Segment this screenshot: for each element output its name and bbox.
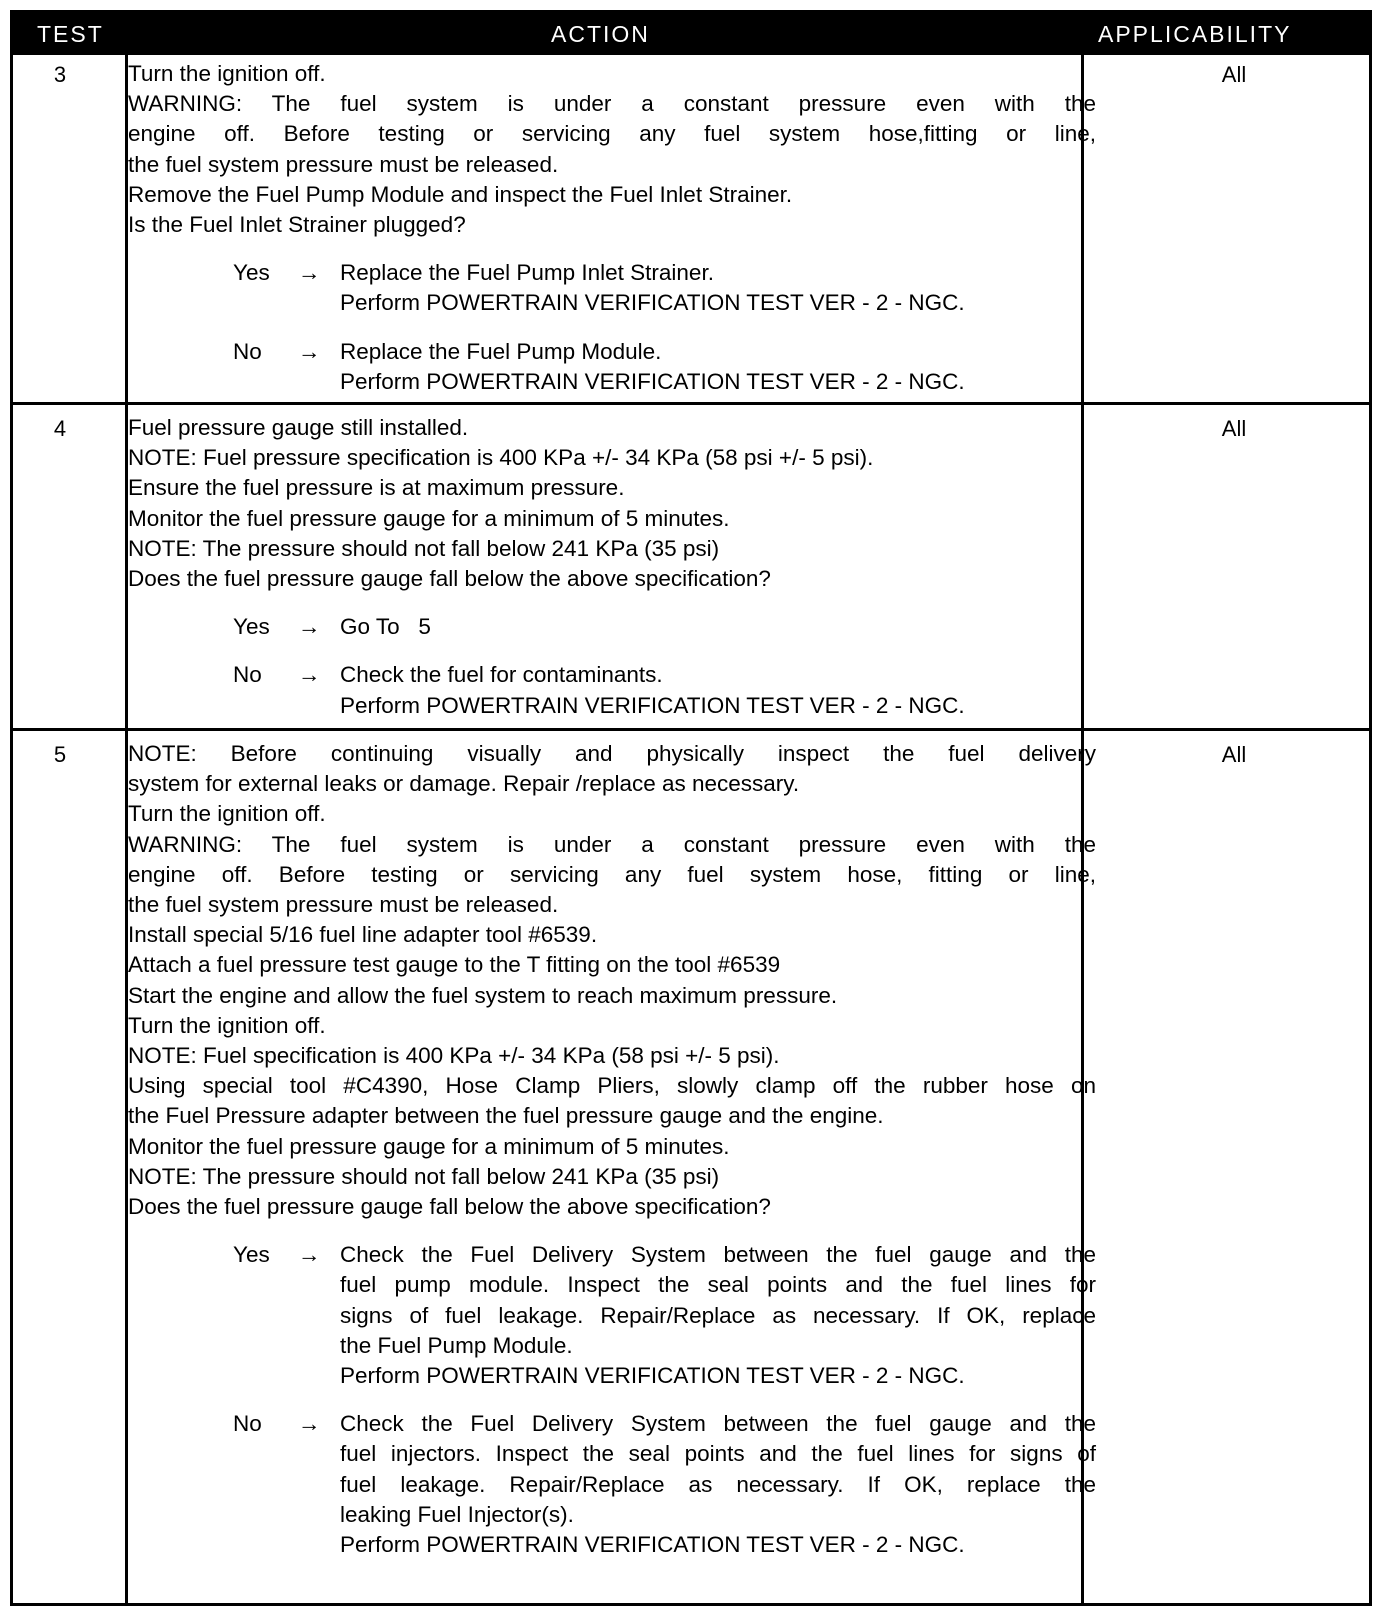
action-line: Fuel pressure gauge still installed. — [128, 415, 469, 440]
no-response — [128, 1409, 1096, 1560]
test-number: 4 — [53, 416, 67, 441]
action-line: Ensure the fuel pressure is at maximum pressure. — [128, 475, 625, 501]
yes-label: Yes — [233, 260, 270, 286]
action-line: Does the fuel pressure gauge fall below the above specification? — [128, 566, 771, 592]
action-line: the fuel system pressure must be released. — [128, 151, 559, 177]
action-line: Turn the ignition off. — [128, 1012, 326, 1038]
arrow-icon: → — [298, 338, 321, 364]
response-line: Perform POWERTRAIN VERIFICATION TEST VER - 2 - NGC. — [340, 290, 965, 316]
response-line: Check the fuel for contaminants. — [340, 662, 663, 688]
row-divider — [13, 728, 1369, 731]
action-line: engine off. Before testing or servicing any fuel system hose, fitting or line, — [128, 861, 1096, 887]
action-line: Start the engine and allow the fuel system to reach maximum pressure. — [128, 982, 838, 1008]
response-line: Go To 5 — [340, 614, 431, 640]
response-line: fuel leakage. Repair/Replace as necessary. If OK, replace the — [340, 1471, 1096, 1497]
action-cell — [128, 739, 1096, 1560]
response-line: Perform POWERTRAIN VERIFICATION TEST VER - 2 - NGC. — [340, 368, 965, 394]
response-line: Check the Fuel Delivery System between the fuel gauge and the — [340, 1411, 1096, 1437]
response-line: leaking Fuel Injector(s). — [340, 1501, 574, 1527]
yes-response — [128, 258, 1096, 318]
response-line: Perform POWERTRAIN VERIFICATION TEST VER - 2 - NGC. — [340, 1363, 965, 1389]
no-response — [128, 337, 1096, 397]
response-line: Perform POWERTRAIN VERIFICATION TEST VER - 2 - NGC. — [340, 692, 965, 718]
applicability: All — [1221, 742, 1247, 767]
action-line: NOTE: Fuel pressure specification is 400 KPa +/- 34 KPa (58 psi +/- 5 psi). — [128, 445, 874, 471]
response-line: Replace the Fuel Pump Module. — [340, 338, 662, 364]
action-line: Turn the ignition off. — [128, 61, 326, 86]
no-label: No — [233, 338, 262, 364]
arrow-icon: → — [298, 662, 321, 688]
yes-label: Yes — [233, 614, 270, 640]
action-line: WARNING: The fuel system is under a constant pressure even with the — [128, 91, 1096, 117]
action-line: system for external leaks or damage. Repair /replace as necessary. — [128, 771, 800, 797]
action-line: engine off. Before testing or servicing any fuel system hose,fitting or line, — [128, 121, 1096, 147]
table-header — [13, 13, 1369, 55]
action-line: Install special 5/16 fuel line adapter tool #6539. — [128, 922, 598, 948]
action-line: Monitor the fuel pressure gauge for a minimum of 5 minutes. — [128, 1133, 730, 1159]
action-line: Using special tool #C4390, Hose Clamp Pliers, slowly clamp off the rubber hose on — [128, 1073, 1096, 1099]
yes-response — [128, 612, 1096, 642]
response-line: fuel injectors. Inspect the seal points and the fuel lines for signs of — [340, 1441, 1096, 1467]
response-line: fuel pump module. Inspect the seal points and the fuel lines for — [340, 1272, 1096, 1298]
response-line: signs of fuel leakage. Repair/Replace as necessary. If OK, replace — [340, 1302, 1096, 1328]
response-line: the Fuel Pump Module. — [340, 1332, 573, 1358]
header-applicability: APPLICABILITY — [1098, 21, 1292, 47]
action-line: NOTE: The pressure should not fall below 241 KPa (35 psi) — [128, 535, 720, 561]
header-test: TEST — [37, 21, 104, 47]
action-line: Attach a fuel pressure test gauge to the T fitting on the tool #6539 — [128, 952, 781, 978]
arrow-icon: → — [298, 260, 321, 286]
row-divider — [13, 402, 1369, 405]
response-line: Replace the Fuel Pump Inlet Strainer. — [340, 260, 714, 286]
header-action: ACTION — [551, 21, 650, 47]
action-line: Remove the Fuel Pump Module and inspect the Fuel Inlet Strainer. — [128, 181, 793, 207]
action-line: the fuel system pressure must be released. — [128, 892, 559, 918]
action-line: NOTE: Before continuing visually and physically inspect the fuel delivery — [128, 741, 1096, 766]
yes-label: Yes — [233, 1242, 270, 1268]
action-line: Monitor the fuel pressure gauge for a minimum of 5 minutes. — [128, 505, 730, 531]
arrow-icon: → — [298, 1411, 321, 1437]
action-line: NOTE: The pressure should not fall below 241 KPa (35 psi) — [128, 1163, 720, 1189]
response-line: Perform POWERTRAIN VERIFICATION TEST VER - 2 - NGC. — [340, 1532, 965, 1558]
no-response — [128, 660, 1096, 720]
action-cell — [128, 59, 1096, 397]
no-label: No — [233, 662, 262, 688]
test-number: 5 — [53, 742, 67, 767]
response-line: Check the Fuel Delivery System between the fuel gauge and the — [340, 1242, 1096, 1268]
no-label: No — [233, 1411, 262, 1437]
action-line: the Fuel Pressure adapter between the fuel pressure gauge and the engine. — [128, 1103, 884, 1129]
yes-response — [128, 1240, 1096, 1391]
arrow-icon: → — [298, 1242, 321, 1268]
action-line: WARNING: The fuel system is under a constant pressure even with the — [128, 831, 1096, 857]
action-line: Does the fuel pressure gauge fall below the above specification? — [128, 1194, 771, 1220]
applicability: All — [1221, 416, 1247, 441]
action-line: NOTE: Fuel specification is 400 KPa +/- 34 KPa (58 psi +/- 5 psi). — [128, 1043, 780, 1069]
applicability: All — [1221, 62, 1247, 87]
arrow-icon: → — [298, 614, 321, 640]
action-line: Turn the ignition off. — [128, 801, 326, 827]
action-line: Is the Fuel Inlet Strainer plugged? — [128, 212, 466, 238]
action-cell — [128, 413, 1096, 721]
test-number: 3 — [53, 62, 67, 87]
